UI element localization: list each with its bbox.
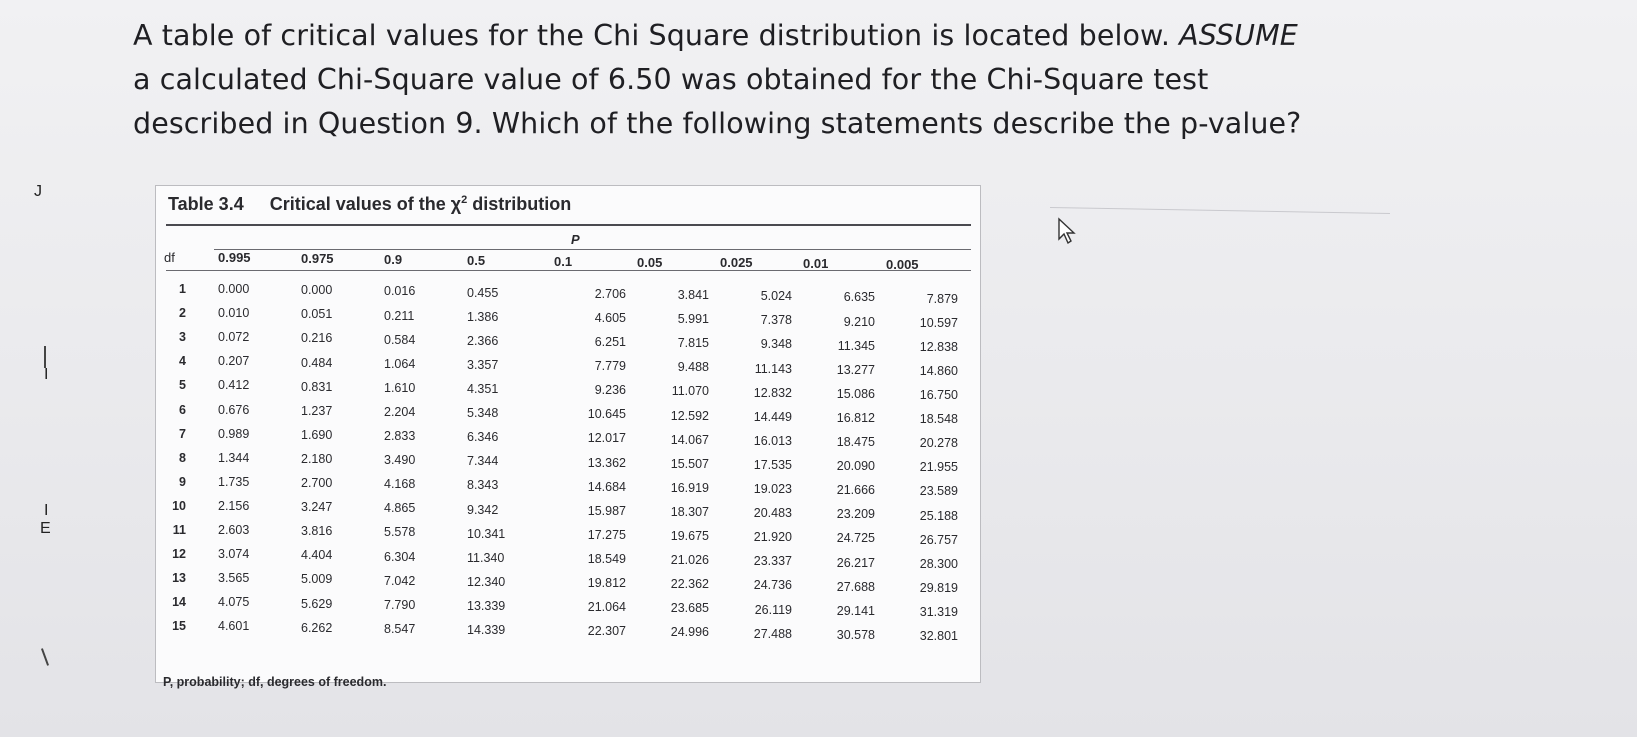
value-cell: 3.490 (384, 453, 416, 468)
df-cell: 7 (179, 426, 186, 441)
value-cell: 10.597 (919, 315, 958, 330)
value-cell: 20.278 (919, 436, 958, 451)
edge-letter: I (44, 366, 49, 383)
value-cell: 4.075 (218, 595, 250, 610)
value-cell: 25.188 (919, 508, 958, 523)
p-spanner-rule (214, 249, 971, 250)
value-cell: 6.635 (843, 290, 875, 305)
df-cell: 2 (179, 306, 186, 321)
value-cell: 13.339 (467, 598, 506, 613)
value-cell: 0.207 (218, 354, 250, 369)
value-cell: 18.307 (670, 504, 709, 519)
column-header: 0.025 (720, 255, 753, 271)
value-cell: 18.475 (836, 435, 875, 449)
value-cell: 22.362 (670, 577, 709, 592)
table-title (168, 194, 571, 215)
value-cell: 26.119 (754, 602, 792, 617)
df-cell: 8 (179, 450, 186, 465)
value-cell: 5.009 (301, 572, 333, 587)
value-cell: 7.790 (384, 597, 416, 612)
df-cell: 14 (172, 595, 186, 610)
column-header: 0.975 (301, 250, 334, 266)
value-cell: 9.348 (760, 337, 792, 352)
value-cell: 29.819 (919, 580, 958, 595)
value-cell: 24.996 (670, 625, 709, 640)
table-title-prefix: Critical values of the χ (269, 194, 462, 214)
value-cell: 4.605 (594, 310, 626, 325)
value-cell: 9.342 (467, 502, 499, 517)
edge-letter: I (44, 502, 49, 519)
value-cell: 0.010 (218, 306, 250, 321)
value-cell: 6.251 (594, 335, 626, 349)
value-cell: 10.341 (467, 526, 506, 541)
df-cell: 12 (172, 547, 186, 562)
value-cell: 7.042 (384, 573, 416, 588)
value-cell: 0.831 (301, 379, 333, 394)
value-cell: 28.300 (919, 556, 958, 571)
value-cell: 8.547 (384, 621, 416, 636)
value-cell: 19.023 (753, 482, 792, 496)
value-cell: 1.344 (218, 450, 250, 465)
value-cell: 23.209 (836, 507, 875, 522)
column-header: 0.05 (637, 254, 663, 270)
df-cell: 10 (172, 498, 186, 513)
chi-square-table-figure (155, 185, 981, 683)
value-cell: 0.484 (301, 355, 333, 370)
table-top-rule (166, 224, 971, 226)
value-cell: 20.483 (753, 506, 792, 521)
value-cell: 5.629 (301, 596, 333, 611)
value-cell: 0.211 (384, 308, 415, 323)
value-cell: 21.666 (836, 483, 875, 498)
df-cell: 6 (179, 402, 186, 417)
mouse-pointer-icon (1057, 217, 1079, 245)
value-cell: 2.366 (467, 333, 499, 348)
value-cell: 9.488 (677, 360, 709, 375)
value-cell: 11.340 (467, 550, 505, 565)
value-cell: 14.860 (919, 363, 958, 378)
table-title-sup: 2 (461, 194, 468, 206)
column-header: 0.5 (467, 252, 486, 268)
value-cell: 14.067 (670, 432, 709, 447)
value-cell: 2.603 (218, 523, 250, 537)
column-header: 0.005 (886, 257, 919, 273)
value-cell: 5.991 (677, 312, 709, 327)
df-cell: 11 (172, 523, 186, 537)
value-cell: 2.180 (301, 451, 333, 466)
question-part-1: A table of critical values for the Chi Square distribution is located below. (133, 19, 1180, 52)
p-header: P (571, 232, 580, 247)
value-cell: 0.412 (218, 378, 250, 393)
value-cell: 1.237 (301, 403, 333, 418)
value-cell: 17.535 (753, 457, 792, 472)
value-cell: 20.090 (836, 459, 875, 474)
value-cell: 24.736 (753, 578, 792, 593)
column-header: 0.995 (218, 250, 251, 265)
value-cell: 13.277 (836, 362, 875, 377)
screen-smudge (1050, 207, 1390, 214)
value-cell: 31.319 (919, 604, 958, 619)
value-cell: 7.779 (594, 359, 626, 374)
value-cell: 0.676 (218, 402, 250, 417)
value-cell: 29.141 (836, 603, 875, 618)
value-cell: 27.688 (836, 579, 875, 594)
value-cell: 13.362 (587, 455, 626, 470)
value-cell: 4.351 (467, 382, 499, 396)
value-cell: 5.348 (467, 406, 499, 421)
value-cell: 2.204 (384, 404, 416, 419)
value-cell: 0.216 (301, 331, 333, 346)
value-cell: 16.812 (836, 410, 875, 425)
value-cell: 7.378 (760, 313, 792, 328)
value-cell: 14.339 (467, 623, 506, 637)
value-cell: 3.247 (301, 500, 333, 515)
value-cell: 3.357 (467, 357, 499, 372)
column-header: 0.1 (554, 253, 573, 269)
value-cell: 1.064 (384, 356, 416, 371)
value-cell: 12.832 (753, 385, 792, 400)
table-footnote: P, probability; df, degrees of freedom. (163, 675, 387, 689)
value-cell: 4.601 (218, 619, 250, 634)
df-cell: 13 (172, 571, 186, 586)
value-cell: 5.578 (384, 525, 416, 540)
value-cell: 11.345 (837, 338, 875, 353)
value-cell: 23.685 (670, 601, 709, 616)
header-bottom-rule (166, 270, 971, 271)
value-cell: 7.815 (677, 336, 709, 351)
value-cell: 11.143 (754, 361, 792, 376)
table-title-suffix: distribution (467, 194, 572, 214)
value-cell: 11.070 (671, 384, 709, 399)
df-header: df (164, 250, 175, 265)
value-cell: 30.578 (836, 627, 875, 642)
column-header: 0.01 (803, 256, 829, 272)
value-cell: 19.812 (587, 576, 626, 590)
value-cell: 4.404 (301, 548, 333, 563)
df-cell: 15 (172, 619, 186, 634)
value-cell: 0.016 (384, 284, 416, 299)
value-cell: 0.051 (301, 307, 333, 322)
value-cell: 12.592 (670, 408, 709, 423)
value-cell: 15.086 (836, 386, 875, 401)
df-cell: 9 (179, 474, 186, 489)
value-cell: 15.987 (587, 503, 626, 518)
value-cell: 2.706 (594, 286, 626, 301)
value-cell: 21.955 (919, 460, 958, 475)
value-cell: 16.750 (919, 388, 958, 402)
value-cell: 32.801 (919, 629, 958, 643)
value-cell: 23.589 (919, 484, 958, 499)
value-cell: 0.989 (218, 426, 250, 441)
value-cell: 18.549 (587, 551, 626, 566)
value-cell: 0.000 (218, 282, 250, 296)
value-cell: 19.675 (670, 529, 709, 543)
value-cell: 10.645 (587, 407, 626, 422)
edge-letter: E (40, 520, 51, 537)
value-cell: 0.584 (384, 332, 416, 347)
edge-letter: J (34, 183, 42, 200)
value-cell: 3.841 (677, 288, 709, 302)
value-cell: 4.865 (384, 501, 416, 516)
value-cell: 1.386 (467, 309, 499, 324)
value-cell: 2.156 (218, 498, 250, 513)
value-cell: 18.548 (919, 412, 958, 427)
value-cell: 16.919 (670, 480, 709, 495)
question-part-2: a calculated Chi-Square value of 6.50 was obtained for the Chi-Square test described in Question 9. Which of the following statements describe the p-value? (133, 63, 1302, 140)
value-cell: 24.725 (836, 531, 875, 546)
value-cell: 21.026 (670, 553, 709, 568)
value-cell: 12.838 (919, 339, 958, 354)
value-cell: 2.700 (301, 476, 333, 490)
value-cell: 3.565 (218, 571, 250, 586)
value-cell: 17.275 (587, 527, 626, 542)
value-cell: 0.072 (218, 330, 250, 345)
value-cell: 0.455 (467, 285, 499, 300)
value-cell: 1.610 (384, 380, 416, 395)
edge-bar (41, 648, 49, 666)
value-cell: 6.304 (384, 549, 416, 564)
df-cell: 5 (179, 378, 186, 393)
value-cell: 26.757 (919, 532, 958, 547)
df-cell: 3 (179, 330, 186, 345)
value-cell: 8.343 (467, 478, 499, 493)
value-cell: 1.690 (301, 427, 333, 442)
edge-bar (44, 346, 46, 368)
value-cell: 2.833 (384, 429, 416, 443)
question-text (133, 14, 1313, 146)
value-cell: 3.074 (218, 547, 250, 562)
value-cell: 21.064 (587, 600, 626, 615)
value-cell: 7.879 (926, 291, 958, 306)
value-cell: 1.735 (218, 474, 250, 489)
value-cell: 7.344 (467, 454, 499, 469)
value-cell: 9.236 (594, 383, 626, 398)
df-cell: 1 (179, 282, 186, 296)
value-cell: 26.217 (836, 555, 875, 570)
value-cell: 23.337 (753, 554, 792, 569)
value-cell: 27.488 (753, 626, 792, 641)
value-cell: 3.816 (301, 524, 333, 539)
value-cell: 9.210 (843, 314, 875, 329)
value-cell: 0.000 (301, 283, 333, 298)
table-label: Table 3.4 (168, 194, 244, 214)
value-cell: 4.168 (384, 477, 416, 492)
value-cell: 21.920 (753, 530, 792, 545)
value-cell: 15.507 (670, 456, 709, 471)
value-cell: 14.684 (587, 479, 626, 494)
value-cell: 6.346 (467, 430, 499, 445)
value-cell: 12.017 (587, 431, 626, 446)
value-cell: 6.262 (301, 620, 333, 635)
df-cell: 4 (179, 354, 186, 369)
question-emphasis: ASSUME (1179, 19, 1298, 52)
value-cell: 12.340 (467, 574, 506, 589)
value-cell: 5.024 (760, 289, 792, 304)
value-cell: 16.013 (753, 433, 792, 448)
value-cell: 22.307 (587, 624, 626, 639)
column-header: 0.9 (384, 251, 403, 267)
value-cell: 14.449 (753, 409, 792, 424)
